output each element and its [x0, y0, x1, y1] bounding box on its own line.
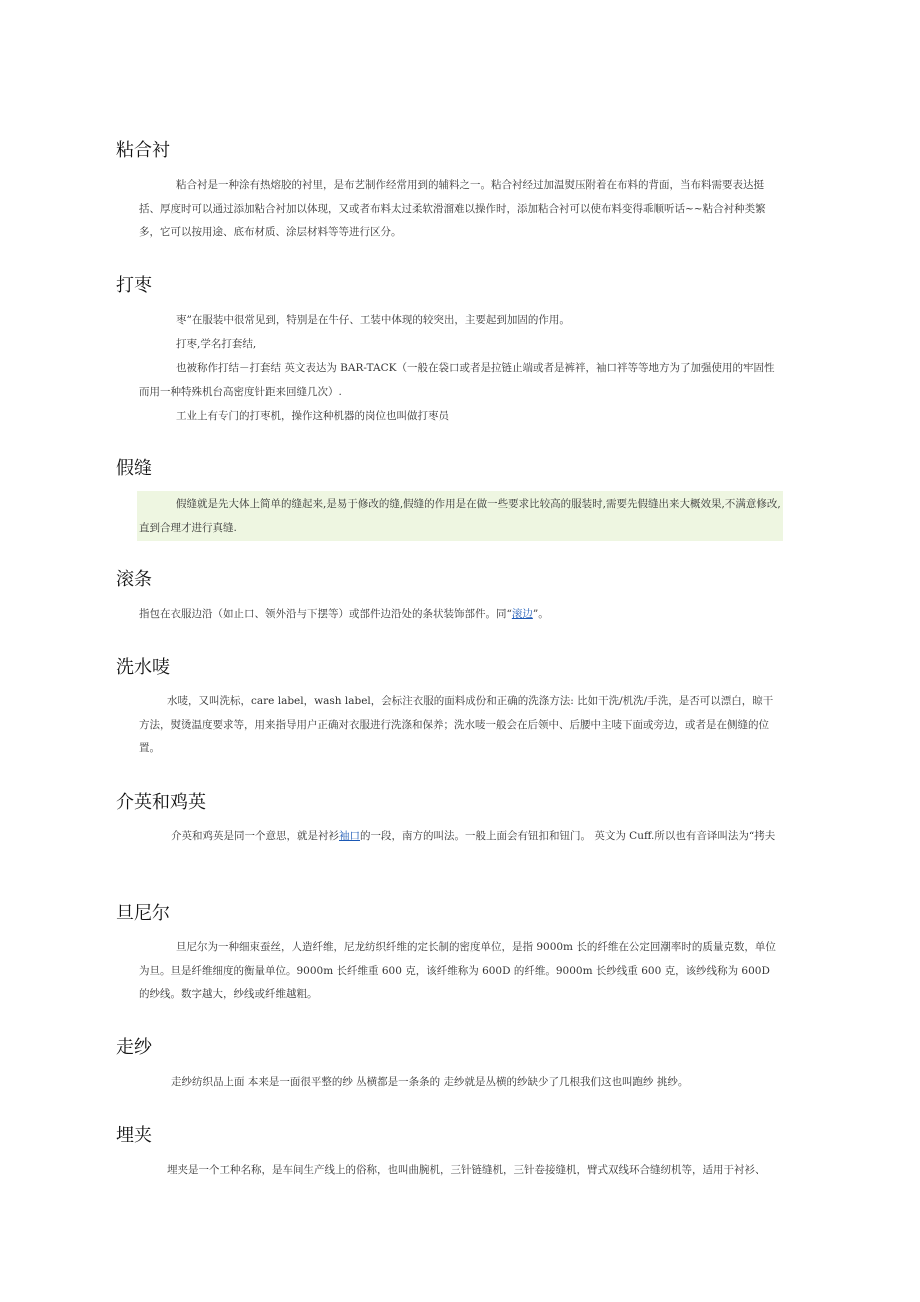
paragraph-text: 的一段，南方的叫法。一般上面会有钮扣和钮门。 英文为 Cuff.所以也有音译叫法为“拷夫 [360, 830, 776, 842]
section-title-basting: 假缝 [116, 458, 152, 479]
section-paragraph: 水唛，又叫洗标，care label，wash label，会标注衣服的面料成份和正确的洗涤方法: 比如干洗/机洗/手洗，是否可以漂白，晾干方法，熨烫温度要求等，用来指导用户正确对衣服进行洗涤和保养；洗水唛一般会在后领中、后腰中主唛下面或旁边，或者是在侧缝的位置。 [139, 695, 774, 754]
section-paragraph: 旦尼尔为一种细束蚕丝，人造纤维，尼龙纺织纤维的定长制的密度单位，是指 9000m 长的纤维在公定回潮率时的质量克数，单位为旦。旦是纤维细度的衡量单位。9000m 长纤维重 600 克，该纤维称为 600D 的纤维。9000m 长纱线重 600 克，该纱线称为 600D 的纱线。数字越大，纱线或纤维越粗。 [139, 941, 776, 1000]
paragraph-text: 指包在衣服边沿（如止口、领外沿与下摆等）或部件边沿处的条状装饰部件。同“ [139, 608, 512, 620]
section-title-cuff: 介英和鸡英 [116, 792, 206, 813]
paragraph-text: 介英和鸡英是同一个意思，就是衬衫 [171, 830, 339, 842]
section-paragraph: 也被称作打结－打套结 英文表达为 BAR-TACK（一般在袋口或者是拉链止端或者是裤袢，袖口袢等等地方为了加强使用的牢固性而用一种特殊机台高密度针距来回缝几次）. [139, 362, 775, 398]
section-paragraph: 粘合衬是一种涂有热熔胶的衬里，是布艺制作经常用到的辅料之一。粘合衬经过加温熨压附着在布料的背面，当布料需要表达挺括、厚度时可以通过添加粘合衬加以体现，又或者布料太过柔软滑溜难以操作时，添加粘合衬可以使布料变得乖顺听话~~粘合衬种类繁多，它可以按用途、底布材质、涂层材料等等进行区分。 [139, 179, 766, 238]
cuff-link[interactable]: 袖口 [339, 830, 360, 842]
section-title-care-label: 洗水唛 [116, 657, 170, 678]
paragraph-text: ”。 [532, 608, 549, 620]
section-title-side-seam: 埋夹 [116, 1125, 152, 1146]
piping-link[interactable]: 滚边 [511, 608, 533, 620]
section-title-yarn-slip: 走纱 [116, 1037, 152, 1058]
section-paragraph [139, 825, 782, 849]
section-paragraph: 埋夹是一个工种名称，是车间生产线上的俗称，也叫曲腕机，三针链缝机，三针卷接缝机，臂式双线环合缝纫机等，适用于衬衫、 [167, 1164, 766, 1176]
section-paragraph: 枣”在服装中很常见到，特别是在牛仔、工装中体现的较突出，主要起到加固的作用。 [176, 314, 570, 326]
section-paragraph: 工业上有专门的打枣机，操作这种机器的岗位也叫做打枣员 [176, 410, 449, 422]
section-title-piping: 滚条 [116, 569, 152, 590]
section-paragraph: 走纱纺织品上面 本来是一面很平整的纱 丛横都是一条条的 走纱就是丛横的纱缺少了几根我们这也叫跑纱 挑纱。 [171, 1076, 689, 1088]
section-title-bartack: 打枣 [116, 275, 152, 296]
section-paragraph: 打枣,学名打套结, [176, 338, 257, 350]
section-paragraph [139, 603, 782, 627]
section-title-interlining: 粘合衬 [116, 140, 170, 161]
section-paragraph-highlighted: 假缝就是先大体上简单的缝起来,是易于修改的缝,假缝的作用是在做一些要求比较高的服装时,需要先假缝出来大概效果,不满意修改,直到合理才进行真缝. [139, 498, 781, 534]
section-title-denier: 旦尼尔 [116, 903, 170, 924]
